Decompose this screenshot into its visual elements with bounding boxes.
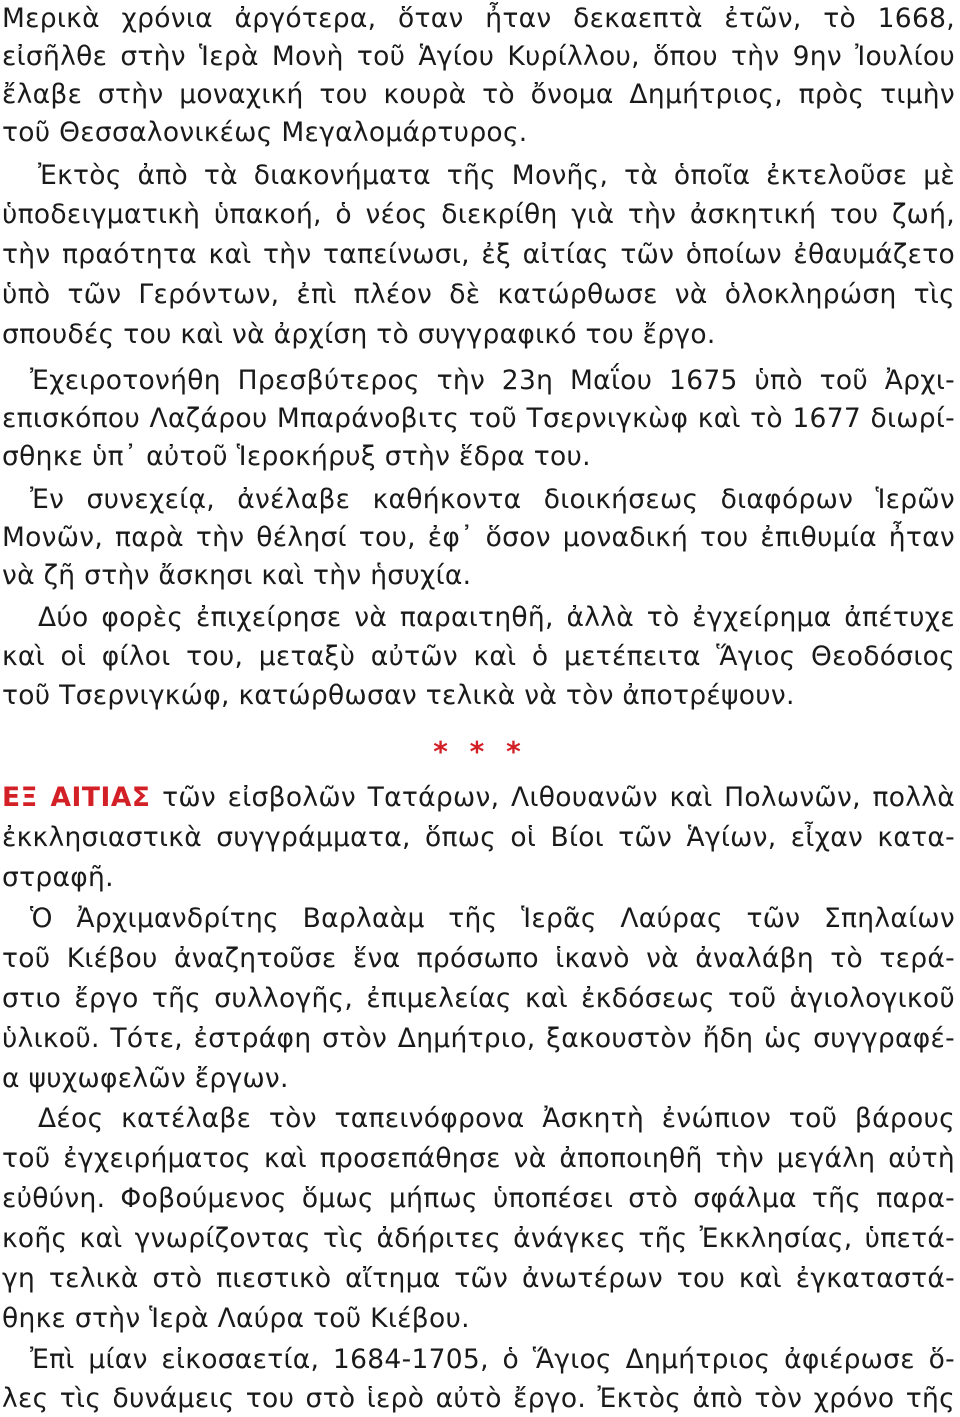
text-line: Μονῶν, παρὰ τὴν θέλησί του, ἐφ᾽ ὅσον μοναδική του ἐπιθυμία ἦταν xyxy=(2,522,955,553)
text-line: ἐκκλησιαστικὰ συγγράμματα, ὅπως οἱ Βίοι τῶν Ἁγίων, εἶχαν κατα- xyxy=(2,822,955,853)
text-line: εἰσῆλθε στὴν Ἱερὰ Μονὴ τοῦ Ἁγίου Κυρίλλου, ὅπου τὴν 9ην Ἰουλίου xyxy=(2,41,955,72)
text-line: ἔλαβε στὴν μοναχική του κουρὰ τὸ ὄνομα Δημήτριος, πρὸς τιμὴν xyxy=(2,79,955,110)
text-line: λες τὶς δυνάμεις του στὸ ἱερὸ αὐτὸ ἔργο. Ἐκτὸς ἀπὸ τὸν χρόνο τῆς xyxy=(2,1383,955,1414)
text-line: γη τελικὰ στὸ πιεστικὸ αἴτημα τῶν ἀνωτέρων του καὶ ἐγκαταστά- xyxy=(2,1263,955,1294)
text-line: στραφῆ. xyxy=(2,862,114,893)
text-line: επισκόπου Λαζάρου Μπαράνοβιτς τοῦ Τσερνιγκὼφ καὶ τὸ 1677 διωρί- xyxy=(2,403,955,434)
text-line: τοῦ Θεσσαλονικέως Μεγαλομάρτυρος. xyxy=(2,117,528,148)
text-line: σπουδές του καὶ νὰ ἀρχίση τὸ συγγραφικό του ἔργο. xyxy=(2,319,716,350)
text-line: Δέος κατέλαβε τὸν ταπεινόφρονα Ἀσκητὴ ἐνώπιον τοῦ βάρους xyxy=(38,1103,955,1134)
section-first-line-rest: τῶν εἰσβολῶν Τατάρων, Λιθουανῶν καὶ Πολωνῶν, πολλὰ xyxy=(150,782,955,813)
section-heading: ΕΞ ΑΙΤΙΑΣ xyxy=(2,782,151,813)
text-line: Δύο φορὲς ἐπιχείρησε νὰ παραιτηθῆ, ἀλλὰ τὸ ἐγχείρημα ἀπέτυχε xyxy=(38,602,955,633)
text-line: τοῦ ἐγχειρήματος καὶ προσεπάθησε νὰ ἀποποιηθῆ τὴν μεγάλη αὐτὴ xyxy=(2,1143,955,1174)
text-line: στιο ἔργο τῆς συλλογῆς, ἐπιμελείας καὶ ἐκδόσεως τοῦ ἁγιολογικοῦ xyxy=(2,983,955,1014)
text-line: τοῦ Τσερνιγκώφ, κατώρθωσαν τελικὰ νὰ τὸν ἀποτρέψουν. xyxy=(2,680,795,711)
text-line: Μερικὰ χρόνια ἀργότερα, ὅταν ἦταν δεκαεπτὰ ἐτῶν, τὸ 1668, xyxy=(2,3,955,34)
text-line: Ἐχειροτονήθη Πρεσβύτερος τὴν 23η Μαΐου 1675 ὑπὸ τοῦ Ἀρχι- xyxy=(30,365,955,396)
text-line: Ἐν συνεχείᾳ, ἀνέλαβε καθήκοντα διοικήσεως διαφόρων Ἱερῶν xyxy=(30,484,955,515)
text-line: ὑλικοῦ. Τότε, ἐστράφη στὸν Δημήτριο, ξακουστὸν ἤδη ὡς συγγραφέ- xyxy=(2,1023,955,1054)
separator-asterisks: * * * xyxy=(433,735,527,768)
text-line: ὑποδειγματικὴ ὑπακοή, ὁ νέος διεκρίθη γιὰ τὴν ἀσκητική του ζωή, xyxy=(2,199,955,230)
text-line: σθηκε ὑπ᾽ αὐτοῦ Ἱεροκήρυξ στὴν ἕδρα του. xyxy=(2,441,591,472)
text-line: κοῆς καὶ γνωρίζοντας τὶς ἀδήριτες ἀνάγκες τῆς Ἐκκλησίας, ὑπετά- xyxy=(2,1223,955,1254)
text-line: α ψυχωφελῶν ἔργων. xyxy=(2,1063,289,1094)
section-separator xyxy=(0,733,960,771)
text-line: Ἐκτὸς ἀπὸ τὰ διακονήματα τῆς Μονῆς, τὰ ὁποῖα ἐκτελοῦσε μὲ xyxy=(38,160,955,191)
text-line: εὐθύνη. Φοβούμενος ὅμως μήπως ὑποπέσει στὸ σφάλμα τῆς παρα- xyxy=(2,1183,955,1214)
text-line: θηκε στὴν Ἱερὰ Λαύρα τοῦ Κιέβου. xyxy=(2,1303,470,1334)
text-line: τὴν πραότητα καὶ τὴν ταπείνωσι, ἐξ αἰτίας τῶν ὁποίων ἐθαυμάζετο xyxy=(2,239,955,270)
section-first-line xyxy=(2,779,955,817)
text-line: Ἐπὶ μίαν εἰκοσαετία, 1684-1705, ὁ Ἅγιος Δημήτριος ἀφιέρωσε ὅ- xyxy=(30,1344,955,1375)
text-line: ὑπὸ τῶν Γερόντων, ἐπὶ πλέον δὲ κατώρθωσε νὰ ὁλοκληρώση τὶς xyxy=(2,279,955,310)
text-line: καὶ οἱ φίλοι του, μεταξὺ αὐτῶν καὶ ὁ μετέπειτα Ἅγιος Θεοδόσιος xyxy=(2,641,955,672)
text-line: νὰ ζῆ στὴν ἄσκησι καὶ τὴν ἡσυχία. xyxy=(2,560,472,591)
text-line: Ὁ Ἀρχιμανδρίτης Βαρλαὰμ τῆς Ἱερᾶς Λαύρας τῶν Σπηλαίων xyxy=(30,903,955,934)
text-line: τοῦ Κιέβου ἀναζητοῦσε ἕνα πρόσωπο ἱκανὸ νὰ ἀναλάβη τὸ τερά- xyxy=(2,943,955,974)
